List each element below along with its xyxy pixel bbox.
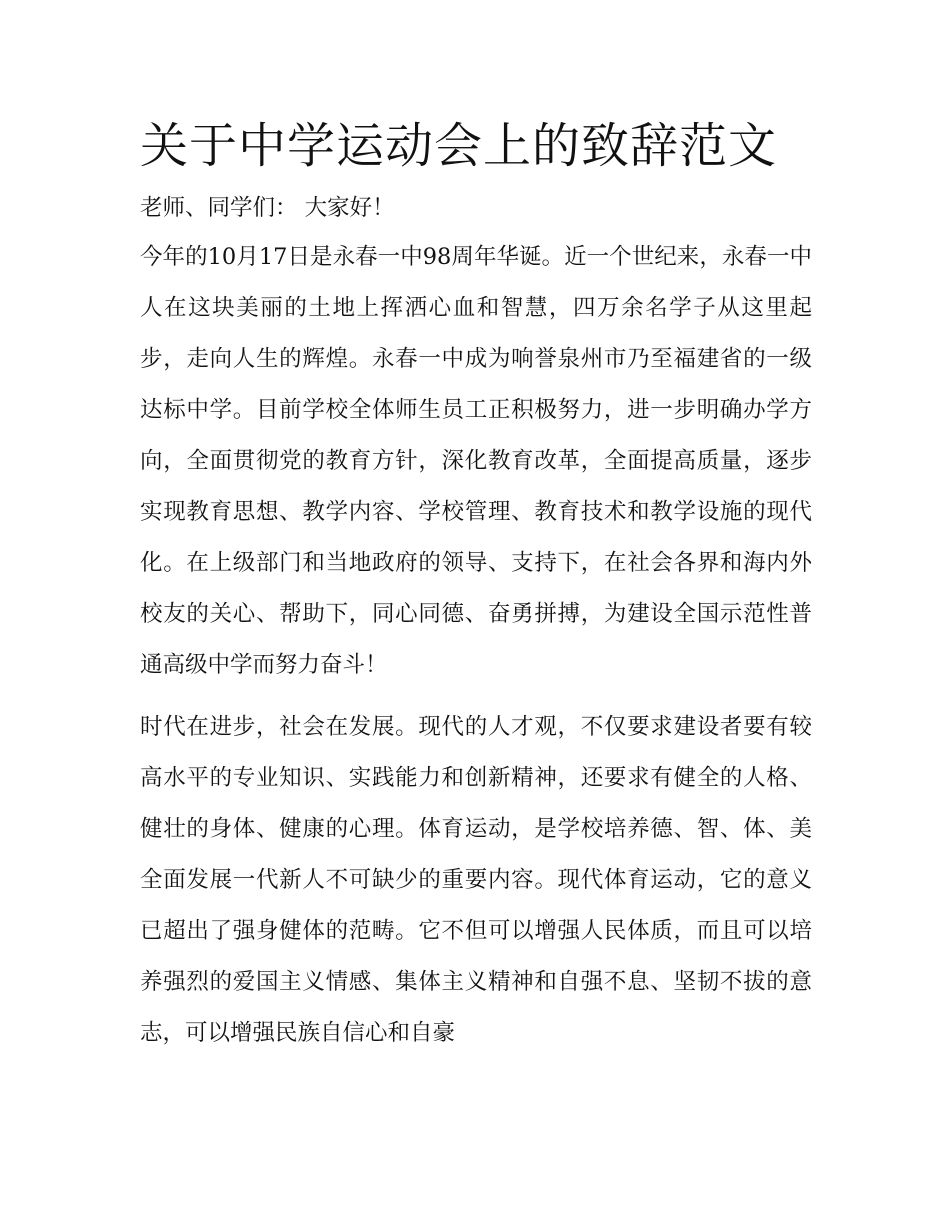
body-paragraph: 时代在进步，社会在发展。现代的人才观，不仅要求建设者要有较高水平的专业知识、实践能力和创新精神，还要求有健全的人格、健壮的身体、健康的心理。体育运动，是学校培养德、智、体、美全面发展一代新人不可缺少的重要内容。现代体育运动，它的意义已超出了强身健体的范畴。它不但可以增强人民体质，而且可以培养强烈的爱国主义情感、集体主义精神和自强不息、坚韧不拔的意志，可以增强民族自信心和自豪 (140, 714, 812, 1046)
body-paragraph: 今年的10月17日是永春一中98周年华诞。近一个世纪来，永春一中人在这块美丽的土地上挥洒心血和智慧，四万余名学子从这里起步，走向人生的辉煌。永春一中成为响誉泉州市乃至福建省的一级达标中学。目前学校全体师生员工正积极努力，进一步明确办学方向，全面贯彻党的教育方针，深化教育改革，全面提高质量，逐步实现教育思想、教学内容、学校管理、教育技术和教学设施的现代化。在上级部门和当地政府的领导、支持下，在社会各界和海内外校友的关心、帮助下，同心同德、奋勇拼搏，为建设全国示范性普通高级中学而努力奋斗！ (140, 244, 812, 678)
document-title: 关于中学运动会上的致辞范文 (140, 118, 778, 174)
greeting-line: 老师、同学们： 大家好！ (140, 195, 395, 221)
document-page (140, 110, 812, 1059)
